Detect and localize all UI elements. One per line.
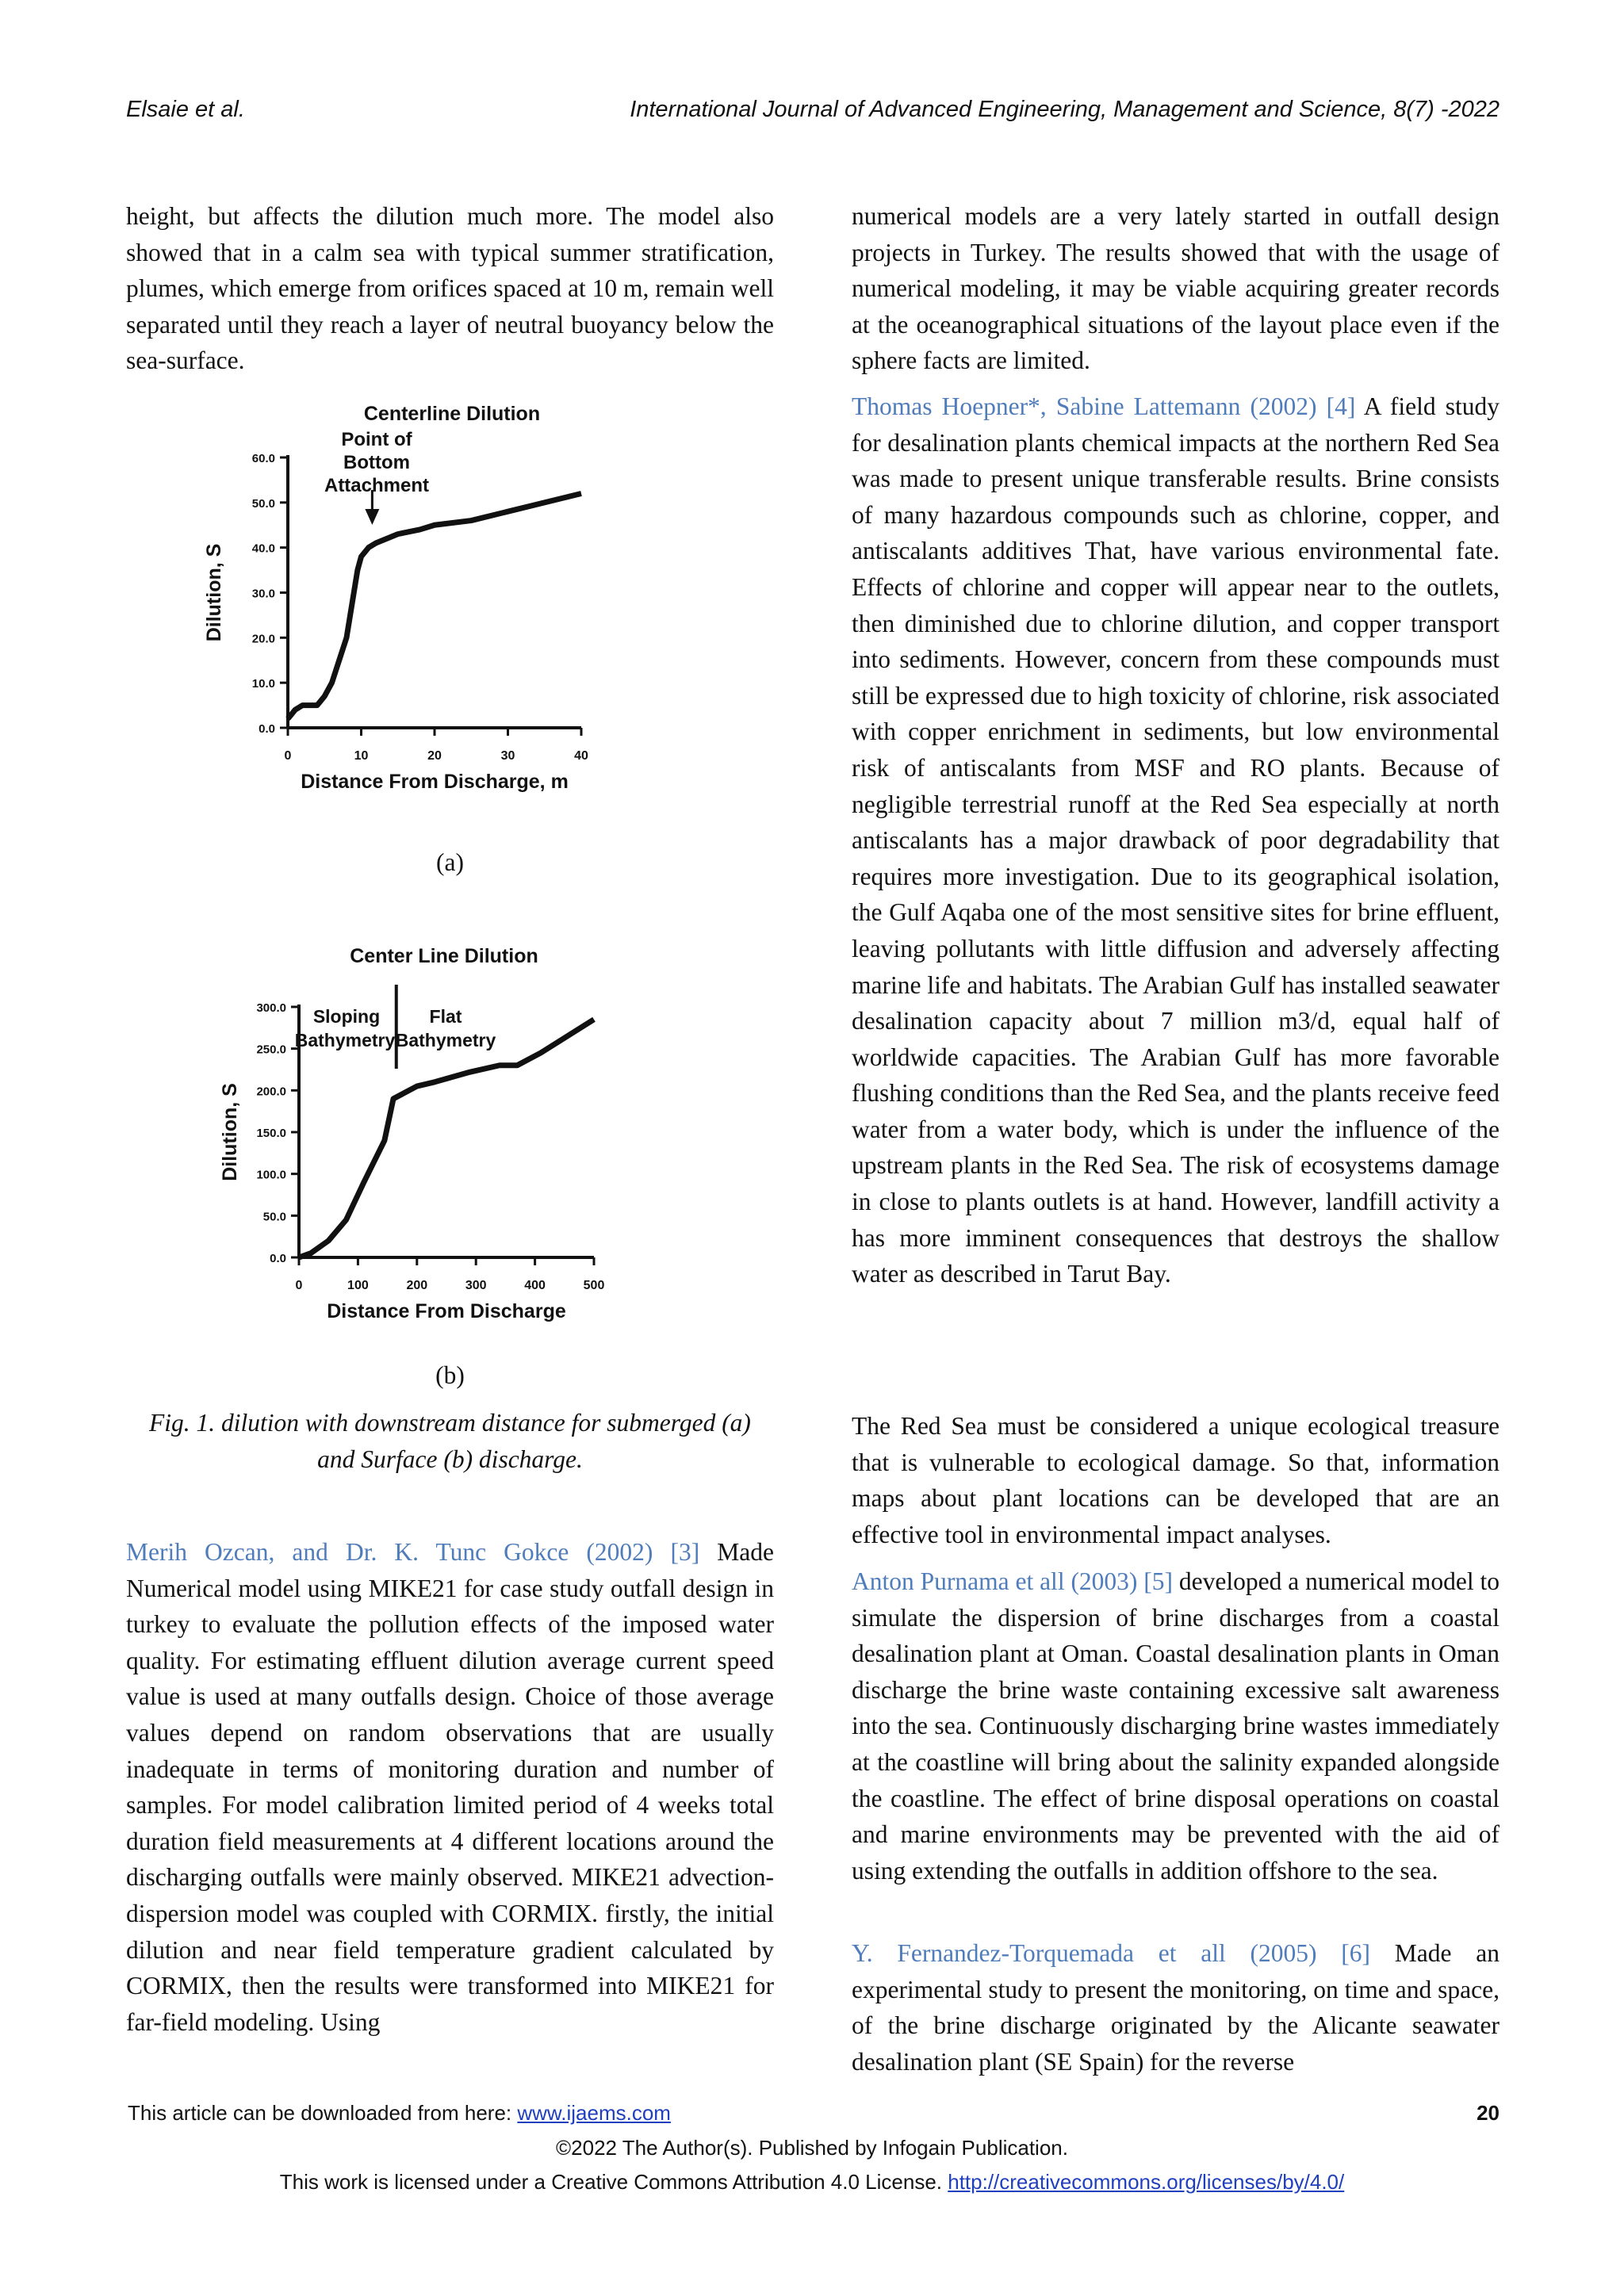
annotation-text: Attachment (324, 475, 430, 496)
right-paragraph-1: numerical models are a very lately started in outfall design projects in Turkey. The results showed that with the usage of numerical modeling, it may be viable acquiring greater records at the oceanographical situations of the layout place even if the sphere facts are limited. (852, 202, 1500, 375)
x-tick-label: 100 (347, 1279, 369, 1292)
license-text: This work is licensed under a Creative Commons Attribution 4.0 License. (279, 2170, 948, 2194)
y-tick-label: 0.0 (270, 1252, 286, 1265)
figure-caption: Fig. 1. dilution with downstream distance for submerged (a) and Surface (b) discharge. (149, 1409, 751, 1473)
x-tick-label: 10 (354, 749, 369, 763)
right-paragraph-3: The Red Sea must be considered a unique ecological treasure that is vulnerable to ecological damage. So that, information maps about plant locations can be developed that are an effective tool in environmental impact analyses. (852, 1412, 1500, 1548)
y-tick-label: 10.0 (251, 677, 275, 691)
figure-a-label: (a) (436, 848, 464, 876)
x-tick-label: 200 (406, 1279, 428, 1292)
y-tick-label: 300.0 (256, 1001, 286, 1015)
y-tick-label: 20.0 (251, 632, 275, 646)
citation-link[interactable]: Anton Purnama et all (2003) [5] (852, 1567, 1174, 1595)
paragraph-text: Made an experimental study to present the monitoring, on time and space, of the brine discharge originated by the Alicante seawater desalination plant (SE Spain) for the reverse (852, 1939, 1500, 2076)
right-paragraph-4 (852, 1563, 1500, 1888)
x-axis-label: Distance From Discharge (327, 1300, 566, 1322)
chart-b (206, 928, 698, 1340)
y-tick-label: 250.0 (256, 1043, 286, 1057)
region-label: Flat (429, 1006, 462, 1027)
x-tick-label: 40 (574, 749, 588, 763)
region-label: Sloping (312, 1006, 381, 1027)
y-axis-label: Dilution, S (203, 543, 225, 642)
y-axis-label: Dilution, S (219, 1083, 241, 1181)
license-link[interactable]: http://creativecommons.org/licenses/by/4.0/ (948, 2170, 1345, 2194)
y-tick-label: 0.0 (259, 722, 275, 736)
paragraph-text: Made Numerical model using MIKE21 for case study outfall design in turkey to evaluate the pollution effects of the imposed water quality. For estimating effluent dilution average current speed value is used at many outfalls design. Choice of those average values depend on random observations that are usually inadequate in terms of monitoring duration and number of samples. For model calibration limited period of 4 weeks total duration field measurements at 4 different locations around the discharging outfalls were mainly observed. MIKE21 advection-dispersion model was coupled with CORMIX. firstly, the initial dilution and near field temperature gradient calculated by CORMIX, then the results were transformed into MIKE21 for far-field modeling. Using (126, 1538, 774, 2036)
y-tick-label: 30.0 (251, 587, 275, 601)
chart-a (190, 388, 714, 832)
page-number: 20 (1477, 2101, 1500, 2125)
region-label: Bathymetry (294, 1030, 396, 1050)
chart-title: Centerline Dilution (363, 403, 541, 425)
paragraph-text: developed a numerical model to simulate the dispersion of brine discharges from a coastal desalination plant at Oman. Coastal desalination plants in Oman discharge the brine waste containing excessive salt awareness into the sea. Continuously discharging brine wastes immediately at the coastline will bring about the salinity expanded alongside the coastline. The effect of brine disposal operations on coastal and marine environments may be prevented with the aid of using extending the outfalls in addition offshore to the sea. (852, 1567, 1500, 1885)
y-tick-label: 40.0 (251, 541, 275, 556)
chart-title: Center Line Dilution (350, 945, 538, 967)
y-tick-label: 100.0 (256, 1168, 286, 1182)
paragraph-text: A field study for desalination plants chemical impacts at the northern Red Sea was made to present unique transferable results. Brine consists of many hazardous compounds such as chlorine, copper, and antiscalants additives That, have various environmental fate. Effects of chlorine and copper will appear near to the outlets, then diminished due to chlorine dilution, and copper transport into sediments. However, concern from these compounds must still be expressed due to high toxicity of chlorine, risk associated with copper enrichment in sediments, but low environmental risk of antiscalants from MSF and RO plants. Because of negligible terrestrial runoff at the Red Sea especially at north antiscalants has a major drawback of poor degradability that requires more investigation. Due to its geographical isolation, the Gulf Aqaba one of the most sensitive sites for brine effluent, leaving pollutants with little diffusion and adversely affecting marine life and habitats. The Arabian Gulf has installed seawater desalination capacity about 7 million m3/d, equal half of worldwide capacities. The Arabian Gulf has more favorable flushing conditions than the Red Sea, and the plants receive feed water from a water body, which is under the influence of the upstream plants in the Red Sea. The risk of ecosystems damage in close to plants outlets is at hand. However, landfill activity a has more imminent consequences that destroys the shallow water as described in Tarut Bay. (852, 392, 1500, 1288)
figure-b-label: (b) (435, 1361, 465, 1389)
y-tick-label: 150.0 (256, 1127, 286, 1140)
region-label: Bathymetry (395, 1030, 496, 1050)
data-line (288, 493, 581, 718)
x-tick-label: 30 (500, 749, 515, 763)
x-axis-label: Distance From Discharge, m (301, 771, 569, 793)
x-tick-label: 0 (284, 749, 292, 763)
footer-download (128, 2101, 671, 2126)
journal-link[interactable]: www.ijaems.com (517, 2101, 671, 2125)
y-tick-label: 50.0 (251, 496, 275, 511)
y-tick-label: 200.0 (256, 1085, 286, 1099)
y-tick-label: 50.0 (262, 1210, 286, 1224)
data-line (299, 1020, 594, 1257)
annotation-arrowhead (365, 509, 379, 525)
right-paragraph-5 (852, 1935, 1500, 2080)
left-paragraph-1: height, but affects the dilution much more. The model also showed that in a calm sea with typical summer stratification, plumes, which emerge from orifices spaced at 10 m, remain well separated until they reach a layer of neutral buoyancy below the sea-surface. (126, 202, 774, 375)
left-paragraph-2 (126, 1534, 774, 2040)
x-tick-label: 20 (427, 749, 442, 763)
x-tick-label: 400 (524, 1279, 546, 1292)
download-text: This article can be downloaded from here: (128, 2101, 518, 2125)
running-header-journal: International Journal of Advanced Engineering, Management and Science, 8(7) -2022 (630, 97, 1500, 122)
y-tick-label: 60.0 (251, 452, 275, 465)
citation-link[interactable]: Y. Fernandez-Torquemada et all (2005) [6] (852, 1939, 1371, 1967)
annotation-text: Bottom (343, 452, 410, 473)
right-paragraph-2 (852, 388, 1500, 1292)
citation-link[interactable]: Merih Ozcan, and Dr. K. Tunc Gokce (2002) [3] (126, 1538, 700, 1566)
x-tick-label: 300 (465, 1279, 487, 1292)
citation-link[interactable]: Thomas Hoepner*, Sabine Lattemann (2002) [4] (852, 392, 1356, 420)
running-header-authors: Elsaie et al. (126, 97, 245, 122)
footer-copyright: ©2022 The Author(s). Published by Infogain Publication. (556, 2136, 1068, 2160)
x-tick-label: 500 (583, 1279, 605, 1292)
annotation-text: Point of (341, 429, 412, 450)
footer-license (0, 2170, 1624, 2195)
x-tick-label: 0 (295, 1279, 303, 1292)
